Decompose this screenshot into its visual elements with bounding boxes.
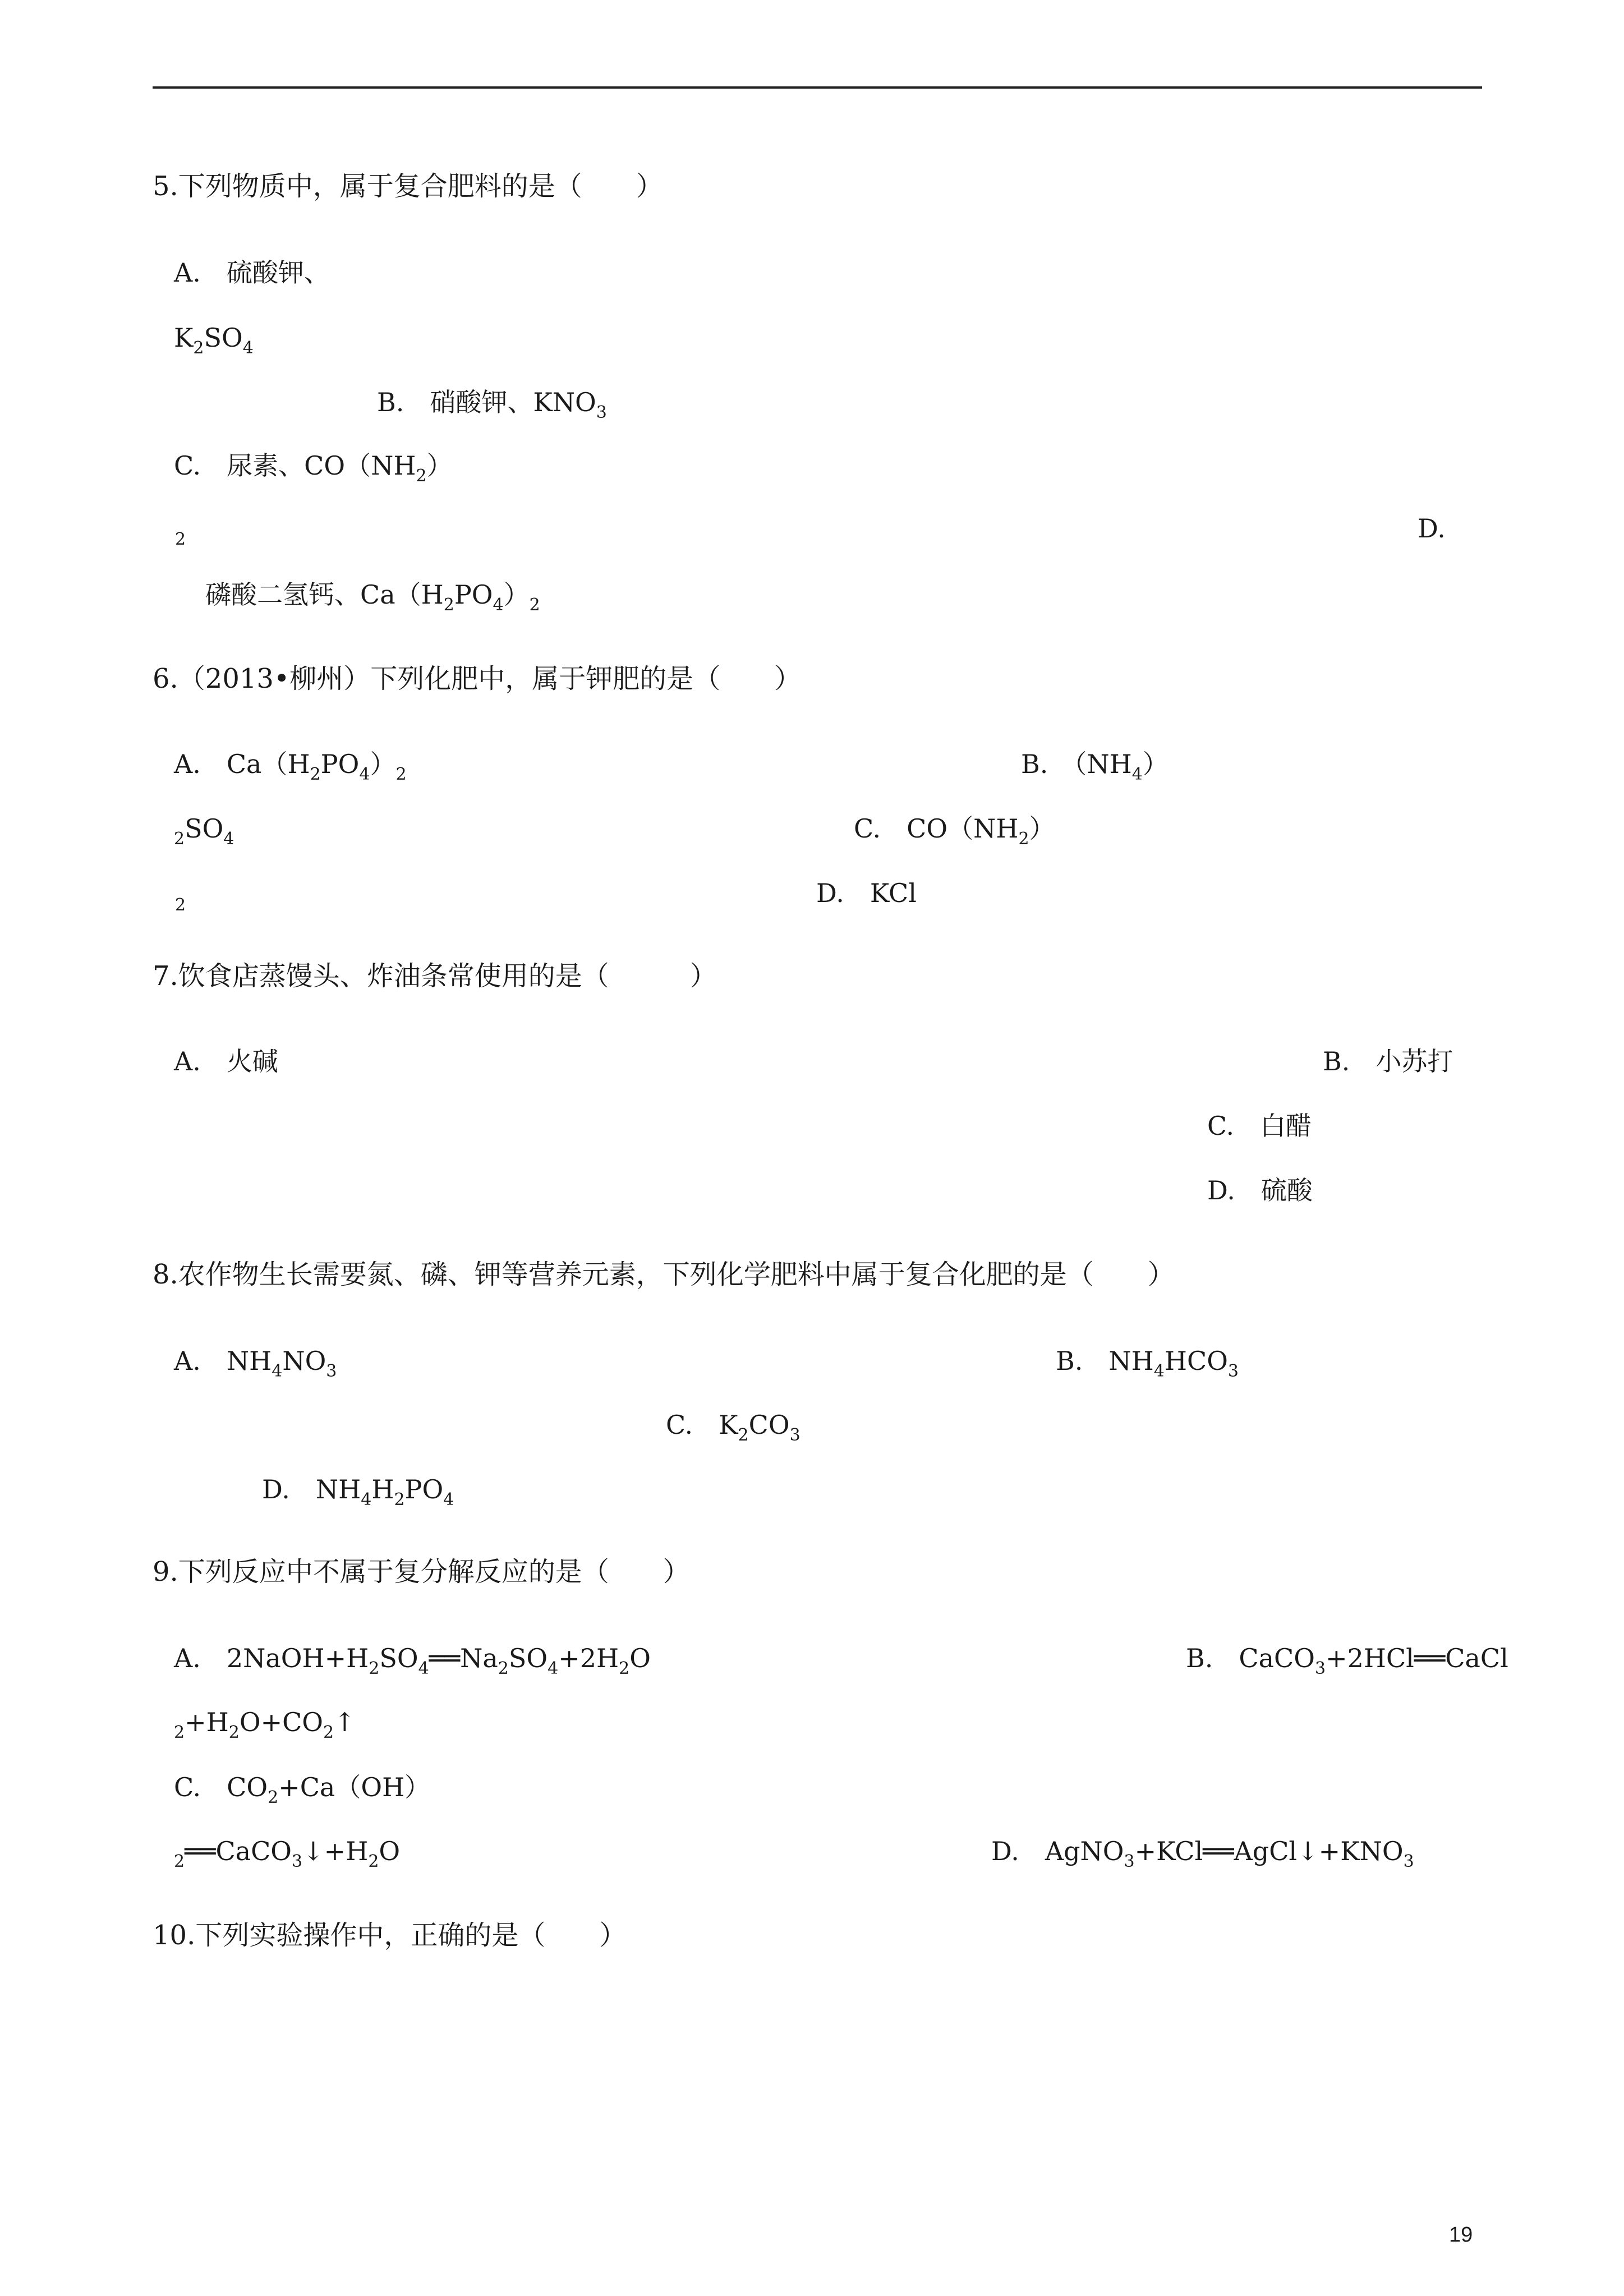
question-5-stem: 5.下列物质中，属于复合肥料的是（ ）: [153, 171, 663, 202]
q9-option-b: B. CaCO$_3$+2HCl══CaCl: [1186, 1643, 1508, 1678]
q8-option-b: B. $NH_4HCO_3$: [1056, 1346, 1239, 1381]
q5-option-d: 磷酸二氢钙、$Ca(H_2PO_4)_2$: [205, 579, 540, 615]
q8-option-c: C. $K_2CO_3$: [666, 1410, 801, 1445]
q5-option-c: C. 尿素、$CO(NH_2)$: [174, 450, 453, 486]
q7-option-b: B. 小苏打: [1323, 1046, 1453, 1076]
question-9-stem: 9.下列反应中不属于复分解反应的是（ ）: [153, 1556, 690, 1588]
q8-option-d: D. $NH_4H_2PO_4$: [262, 1474, 454, 1510]
q9-option-c-continued: $_2══CaCO_3↓+H_2O$: [174, 1836, 401, 1871]
question-8-stem: 8.农作物生长需要氮、磷、钾等营养元素，下列化学肥料中属于复合化肥的是（ ）: [153, 1259, 1175, 1290]
q6-option-a: A. $Ca(H_2PO_4)_2$: [174, 749, 407, 784]
q7-option-a: A. 火碱: [174, 1046, 278, 1076]
q7-option-d: D. 硫酸: [1207, 1175, 1313, 1205]
q6-option-c-subscript: 2: [175, 895, 186, 915]
q9-option-d: D. $AgNO_3+KCl══AgCl↓+KNO_3$: [991, 1836, 1414, 1871]
page-number: 19: [1449, 2223, 1473, 2247]
q5-option-d-label: D.: [1418, 513, 1446, 544]
question-7-stem: 7.饮食店蒸馒头、炸油条常使用的是（ ）: [153, 960, 717, 992]
question-10-stem: 10.下列实验操作中，正确的是（ ）: [153, 1920, 627, 1951]
q5-option-a: A. 硫酸钾、: [174, 257, 330, 288]
q5-option-a-formula: $K_2SO_4$: [174, 323, 254, 358]
q9-option-a: A. $2NaOH+H_2SO_4══Na_2SO_4+2H_2O$: [174, 1643, 651, 1678]
q6-option-b: B. $(NH_4)$: [1021, 749, 1168, 784]
q6-option-c: C. $CO(NH_2)$: [854, 813, 1055, 849]
q5-option-c-subscript: 2: [175, 530, 186, 549]
q7-option-c: C. 白醋: [1207, 1111, 1312, 1141]
q6-option-b-formula: $_2SO_4$: [174, 813, 234, 849]
q8-option-a: A. $NH_4NO_3$: [174, 1346, 337, 1381]
q6-option-d: D. KCl: [816, 878, 917, 908]
question-6-stem: 6.（2013•柳州）下列化肥中，属于钾肥的是（ ）: [153, 663, 802, 694]
header-rule: [153, 86, 1482, 89]
q5-option-b: B. 硝酸钾、$KNO_3$: [377, 387, 607, 422]
q9-option-b-continued: $_2+H_2O+CO_2↑$: [174, 1707, 356, 1742]
q9-option-c: C. $CO_2+Ca(OH)$: [174, 1772, 431, 1807]
